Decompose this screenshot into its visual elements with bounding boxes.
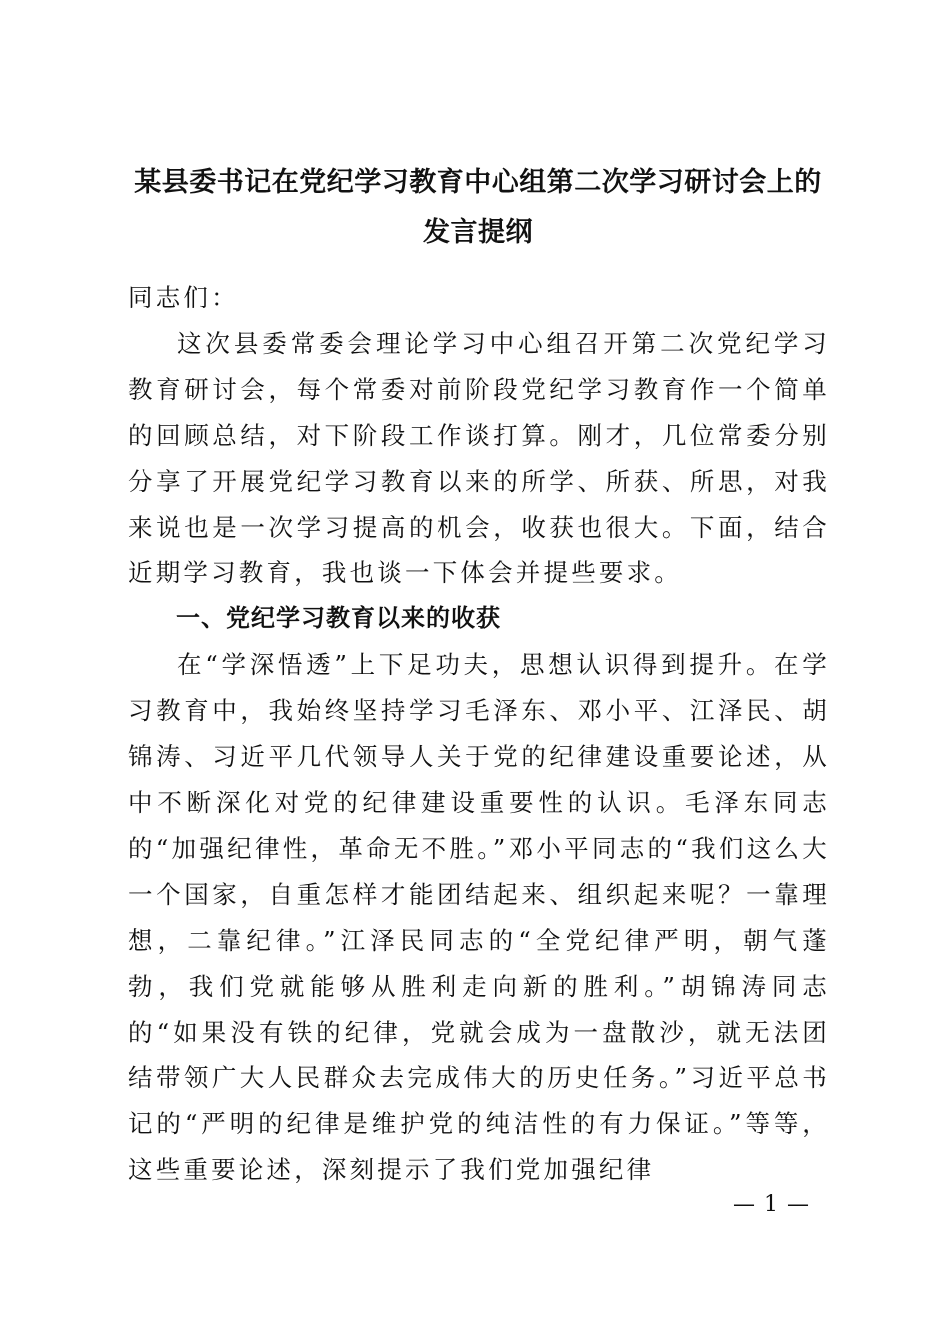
salutation: 同志们： [128,283,239,312]
page-number: — 1 — [733,1192,810,1217]
intro-paragraph: 这次县委常委会理论学习中心组召开第二次党纪学习教育研讨会，每个常委对前阶段党纪学习教育作一个简单的回顾总结，对下阶段工作谈打算。刚才，几位常委分别分享了开展党纪学习教育以来的所学、所获、所思，对我来说也是一次学习提高的机会，收获也很大。下面，结合近期学习教育，我也谈一下体会并提些要求。 [128,328,830,588]
document-title: 某县委书记在党纪学习教育中心组第二次学习研讨会上的发言提纲 [134,167,822,248]
section-1-paragraph-1: 在“学深悟透”上下足功夫，思想认识得到提升。在学习教育中，我始终坚持学习毛泽东、邓小平、江泽民、胡锦涛、习近平几代领导人关于党的纪律建设重要论述，从中不断深化对党的纪律建设重要性的认识。毛泽东同志的“加强纪律性，革命无不胜。”邓小平同志的“我们这么大一个国家，自重怎样才能团结起来、组织起来呢？一靠理想，二靠纪律。”江泽民同志的“全党纪律严明，朝气蓬勃，我们党就能够从胜利走向新的胜利。”胡锦涛同志的“如果没有铁的纪律，党就会成为一盘散沙，就无法团结带领广大人民群众去完成伟大的历史任务。”习近平总书记的“严明的纪律是维护党的纯洁性的有力保证。”等等，这些重要论述，深刻提示了我们党加强纪律 [128,650,830,1185]
section-heading-1: 一、党纪学习教育以来的收获 [176,604,501,633]
document-body [128,275,830,1193]
